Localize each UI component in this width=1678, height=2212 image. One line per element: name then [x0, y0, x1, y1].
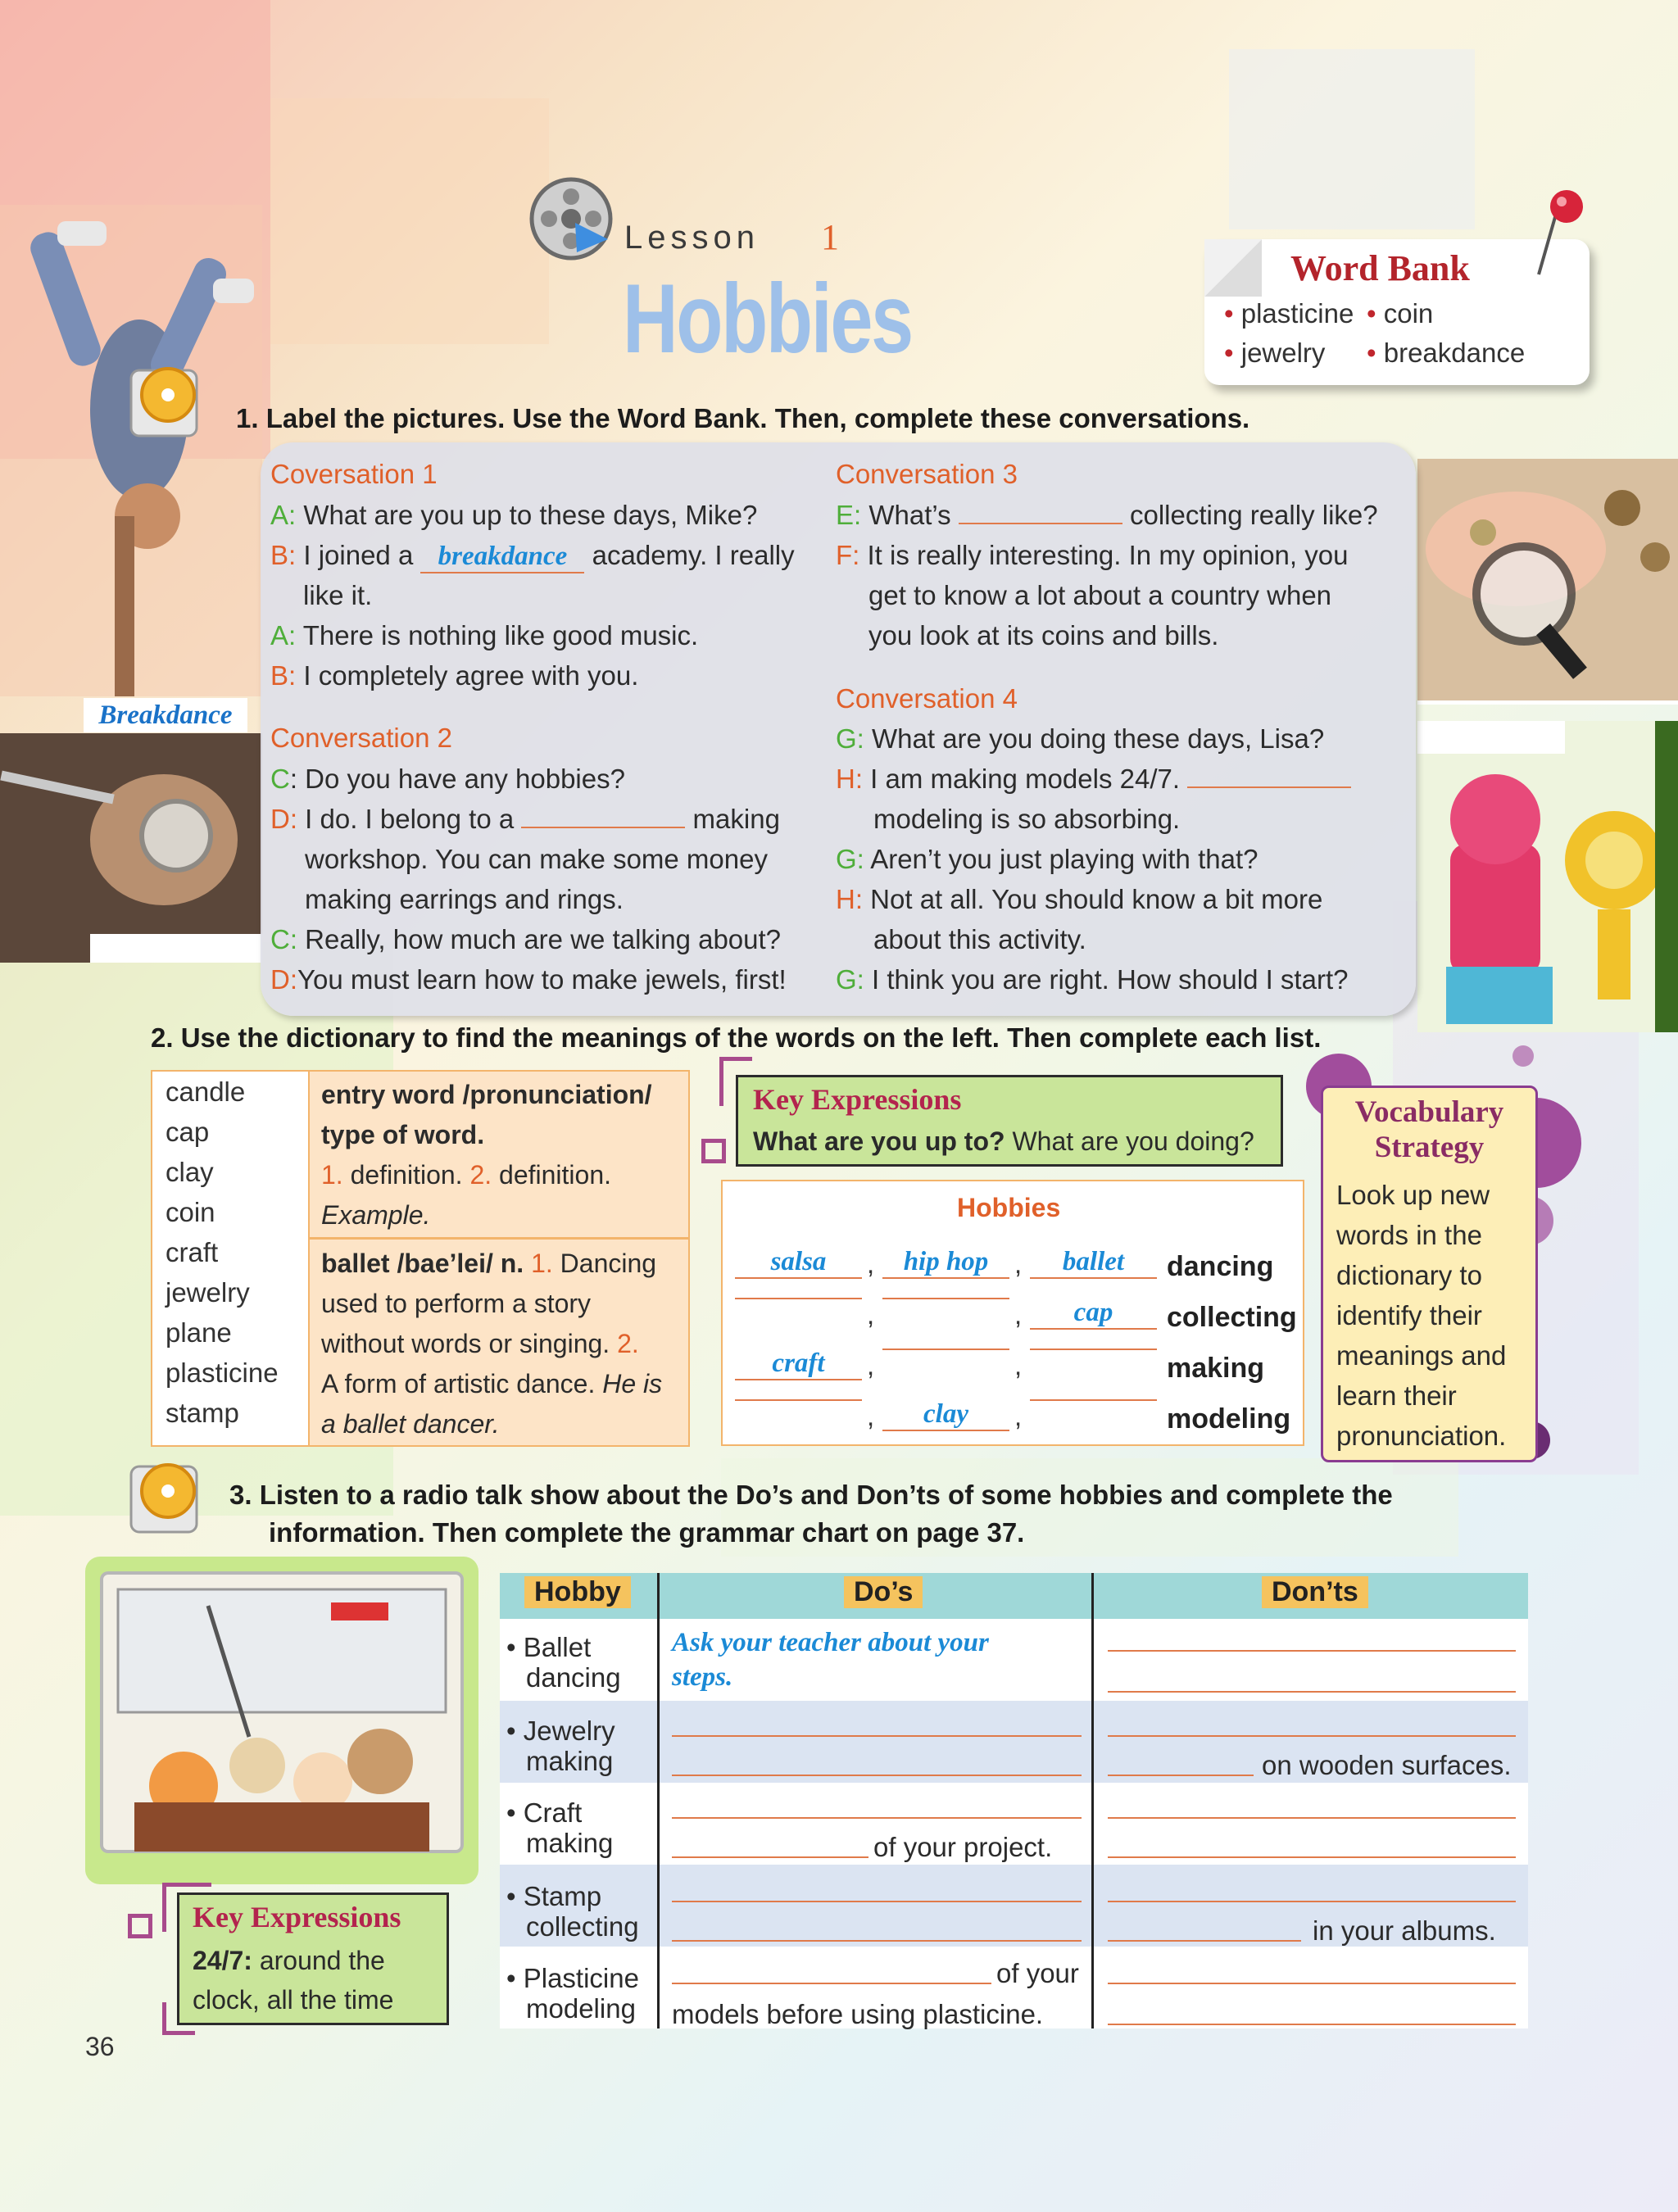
comma: ,	[1014, 1249, 1023, 1279]
speaker-label: H:	[836, 884, 863, 914]
comma: ,	[867, 1299, 875, 1330]
donts-blank[interactable]	[1108, 1735, 1516, 1737]
speaker-label: C:	[270, 924, 297, 954]
entry-headword: ballet /bae’lei/ n.	[321, 1249, 524, 1278]
comma: ,	[1014, 1401, 1023, 1431]
speaker-label: G:	[836, 964, 864, 995]
donts-blank[interactable]	[1108, 1817, 1516, 1819]
dos-text: of your	[996, 1958, 1079, 1988]
speaker-label: D:	[270, 964, 297, 995]
hobby-cell: collecting	[526, 1911, 639, 1942]
audio-cd-icon	[123, 354, 213, 444]
page-number: 36	[85, 2032, 115, 2061]
key-expression-line: clock, all the time	[193, 1985, 394, 2015]
sense-text: Dancing	[560, 1249, 657, 1278]
dos-text: of your project.	[873, 1832, 1053, 1862]
word-list-item: candle	[166, 1077, 246, 1107]
conversation-line: like it.	[303, 580, 373, 610]
conversation-line	[836, 723, 1324, 755]
conversation-line	[270, 620, 698, 651]
line-text: You must learn how to make jewels, first!	[297, 964, 787, 995]
entry-example-line	[321, 1244, 656, 1284]
audio-cd-icon	[123, 1450, 213, 1540]
column-header-dos: Do’s	[844, 1576, 923, 1608]
comma: ,	[867, 1249, 875, 1279]
line-text: making	[692, 804, 780, 834]
line-text: I do. I belong to a	[305, 804, 515, 834]
word-list-item: coin	[166, 1197, 215, 1227]
conversation-2-title: Conversation 2	[270, 723, 452, 753]
word-bank-item: • coin	[1367, 298, 1433, 329]
hobby-blank[interactable]	[1030, 1399, 1157, 1401]
word-bank-item: • jewelry	[1224, 338, 1325, 369]
sense-number: 1.	[321, 1160, 343, 1190]
donts-blank[interactable]	[1108, 1775, 1254, 1776]
column-header-donts: Don’ts	[1262, 1576, 1368, 1608]
hobby-cell: • Jewelry	[506, 1716, 615, 1746]
breakdance-photo	[0, 205, 262, 696]
hobby-cell: making	[526, 1828, 614, 1858]
dictionary-word-list	[151, 1070, 308, 1447]
sense-number: 1.	[531, 1249, 553, 1278]
hobby-cell: • Plasticine	[506, 1963, 639, 1993]
donts-blank[interactable]	[1108, 1691, 1516, 1693]
line-text: I am making models 24/7.	[870, 764, 1181, 794]
conversation-line	[836, 540, 1348, 571]
hobbies-title: Hobbies	[957, 1193, 1061, 1222]
donts-blank[interactable]	[1108, 1940, 1301, 1942]
key-expression-meaning: around the	[259, 1946, 385, 1975]
hobby-blank[interactable]: salsa	[735, 1247, 862, 1279]
line-text: What’s	[868, 500, 951, 530]
page-curl	[1204, 239, 1262, 297]
line-text: I completely agree with you.	[303, 660, 639, 691]
column-divider	[657, 1573, 660, 2028]
hobby-blank[interactable]: cap	[1030, 1298, 1157, 1330]
donts-blank[interactable]	[1108, 1650, 1516, 1652]
line-text: It is really interesting. In my opinion, you	[867, 540, 1349, 570]
hobby-cell: • Craft	[506, 1797, 583, 1828]
speaker-label: G:	[836, 844, 864, 874]
hobby-blank[interactable]: ballet	[1030, 1247, 1157, 1279]
key-expressions-title: Key Expressions	[193, 1901, 401, 1933]
dos-blank[interactable]	[672, 1817, 1082, 1819]
conversation-line: get to know a lot about a country when	[868, 580, 1332, 610]
donts-text: in your albums.	[1313, 1915, 1496, 1946]
speaker-label: B:	[270, 540, 297, 570]
donts-blank[interactable]	[1108, 2024, 1516, 2025]
donts-blank[interactable]	[1108, 1901, 1516, 1902]
table-row	[500, 1619, 1528, 1701]
entry-example-line: a ballet dancer.	[321, 1409, 500, 1439]
key-expressions-box	[736, 1075, 1283, 1167]
table-header-row	[500, 1573, 1528, 1619]
sense-text: definition.	[350, 1160, 463, 1190]
hobby-cell: modeling	[526, 1993, 636, 2024]
entry-example-line	[321, 1324, 639, 1364]
line-text: Not at all. You should know a bit more	[870, 884, 1323, 914]
line-text: What are you up to these days, Mike?	[303, 500, 758, 530]
hobby-blank[interactable]	[735, 1399, 862, 1401]
column-divider	[1091, 1573, 1094, 2028]
coin-collection-photo	[1417, 459, 1678, 705]
hobby-blank[interactable]	[1030, 1349, 1157, 1350]
strategy-line: Look up new	[1336, 1180, 1490, 1210]
conversation-line	[836, 964, 1348, 995]
vocabulary-strategy-box	[1321, 1086, 1538, 1462]
conversation-line: modeling is so absorbing.	[873, 804, 1181, 834]
exercise-3-instruction: information. Then complete the grammar chart on page 37.	[269, 1517, 1025, 1548]
sense-number: 2.	[617, 1329, 639, 1358]
word-bank-title: Word Bank	[1290, 248, 1470, 288]
conversation-line	[836, 884, 1322, 915]
speaker-label: E:	[836, 500, 862, 530]
donts-text: on wooden surfaces.	[1262, 1750, 1512, 1780]
column-header-hobby: Hobby	[524, 1576, 631, 1608]
strategy-line: meanings and	[1336, 1340, 1507, 1371]
comma: ,	[1014, 1299, 1023, 1330]
comma: ,	[1014, 1350, 1023, 1380]
lesson-number: 1	[821, 217, 839, 257]
line-text: What are you doing these days, Lisa?	[872, 723, 1325, 754]
conversation-4-title: Conversation 4	[836, 683, 1018, 714]
hobby-cell: • Stamp	[506, 1881, 602, 1911]
exercise-1-instruction: 1. Label the pictures. Use the Word Bank. Then, complete these conversations.	[236, 403, 1250, 433]
strategy-line: pronunciation.	[1336, 1421, 1507, 1451]
pushpin-icon	[1532, 188, 1606, 279]
word-list-item: craft	[166, 1237, 219, 1267]
strategy-line: learn their	[1336, 1380, 1457, 1411]
exercise-2-instruction: 2. Use the dictionary to find the meanings of the words on the left. Then complete each list.	[151, 1022, 1322, 1053]
plasticine-models-photo	[1417, 721, 1678, 1032]
dos-blank[interactable]	[672, 1983, 991, 1984]
hobby-cell: • Ballet	[506, 1632, 592, 1662]
hobby-blank[interactable]: clay	[882, 1399, 1009, 1431]
dos-answer[interactable]: Ask your teacher about your	[672, 1628, 989, 1657]
conversation-line: making earrings and rings.	[305, 884, 624, 914]
dos-blank[interactable]	[672, 1775, 1082, 1776]
conversation-line: you look at its coins and bills.	[868, 620, 1219, 650]
hobby-blank[interactable]	[735, 1298, 862, 1299]
key-expression-line	[193, 1946, 385, 1976]
sense-number: 2.	[469, 1160, 492, 1190]
lesson-label: Lesson	[624, 220, 760, 256]
answer-blank[interactable]	[521, 827, 685, 828]
sense-text: definition.	[499, 1160, 612, 1190]
word-list-item: cap	[166, 1117, 210, 1147]
vocabulary-strategy-title: Strategy	[1374, 1131, 1485, 1164]
hobby-word: dancing	[1167, 1251, 1274, 1282]
conversation-line	[270, 924, 781, 955]
strategy-line: identify their	[1336, 1300, 1482, 1330]
word-list-item: plane	[166, 1317, 232, 1348]
speaker-label: A:	[270, 500, 297, 530]
dos-blank[interactable]	[672, 1856, 868, 1858]
lesson-title: Hobbies	[623, 264, 912, 374]
photo-caption: Breakdance	[84, 698, 247, 732]
strategy-line: dictionary to	[1336, 1260, 1482, 1290]
bg-decor	[1229, 49, 1475, 229]
donts-blank[interactable]	[1108, 1856, 1516, 1858]
entry-format-line: entry word /pronunciation/	[321, 1080, 652, 1109]
key-expression-meaning: What are you doing?	[1012, 1126, 1254, 1156]
conversation-1-title: Coversation 1	[270, 459, 438, 489]
conversation-3-title: Conversation 3	[836, 459, 1018, 489]
speaker-label: C	[270, 764, 290, 794]
dictionary-entry-format	[308, 1070, 690, 1447]
decor-square	[701, 1139, 726, 1163]
exercise-3-instruction: 3. Listen to a radio talk show about the Do’s and Don’ts of some hobbies and complete the	[229, 1480, 1393, 1510]
speaker-label: D:	[270, 804, 297, 834]
entry-example-line: used to perform a story	[321, 1289, 592, 1318]
line-text: academy. I really	[592, 540, 795, 570]
key-expression-phrase: What are you up to?	[753, 1126, 1005, 1156]
dos-blank[interactable]	[672, 1940, 1082, 1942]
hobby-word: modeling	[1167, 1403, 1291, 1435]
word-bank-item: • plasticine	[1224, 298, 1354, 329]
conversation-line	[270, 540, 795, 573]
word-list-item: plasticine	[166, 1358, 279, 1388]
conversation-line: workshop. You can make some money	[305, 844, 768, 874]
jewelry-photo	[0, 733, 262, 963]
conversation-line	[270, 804, 780, 835]
decor-square	[128, 1914, 152, 1938]
word-list-item: clay	[166, 1157, 214, 1187]
word-list-item: stamp	[166, 1398, 239, 1428]
line-text: Really, how much are we talking about?	[305, 924, 782, 954]
speaker-label: A:	[270, 620, 297, 650]
key-expressions-title: Key Expressions	[753, 1083, 962, 1116]
conversation-line	[270, 660, 638, 691]
line-text: Aren’t you just playing with that?	[870, 844, 1258, 874]
word-list-item: jewelry	[166, 1277, 250, 1308]
sense-text: without words or singing.	[321, 1329, 610, 1358]
entry-format-example: Example.	[321, 1200, 431, 1230]
film-reel-icon	[526, 174, 616, 264]
line-text: I think you are right. How should I start?	[872, 964, 1349, 995]
hobby-word: making	[1167, 1353, 1265, 1384]
hobby-word: collecting	[1167, 1302, 1297, 1333]
conversation-line	[270, 764, 625, 795]
sense-text: A form of artistic dance.	[321, 1369, 596, 1398]
example-text: He is	[602, 1369, 663, 1398]
comma: ,	[867, 1350, 875, 1380]
conversation-line	[836, 500, 1378, 531]
dos-answer[interactable]: steps.	[672, 1662, 733, 1692]
dos-text: models before using plasticine.	[672, 1999, 1044, 2029]
divider	[308, 1237, 690, 1240]
line-text: collecting really like?	[1129, 500, 1378, 530]
conversation-line	[836, 844, 1258, 875]
entry-example-line	[321, 1364, 662, 1404]
dos-blank[interactable]	[672, 1901, 1082, 1902]
conversation-line	[270, 500, 757, 531]
comma: ,	[867, 1401, 875, 1431]
key-expression-phrase: 24/7:	[193, 1946, 252, 1975]
vocabulary-strategy-title: Vocabulary	[1354, 1095, 1504, 1129]
hobby-blank[interactable]	[882, 1298, 1009, 1299]
hobby-blank[interactable]: hip hop	[882, 1247, 1009, 1279]
entry-format-line	[321, 1155, 611, 1195]
word-bank-item: • breakdance	[1367, 338, 1525, 369]
answer-blank[interactable]	[959, 523, 1122, 524]
conversation-line: about this activity.	[873, 924, 1086, 954]
speaker-label: G:	[836, 723, 864, 754]
key-expression-line	[753, 1126, 1254, 1157]
speaker-label: B:	[270, 660, 297, 691]
hobby-blank[interactable]	[882, 1349, 1009, 1350]
answer-blank[interactable]	[1187, 786, 1351, 788]
radio-show-illustration	[85, 1557, 478, 1884]
line-text: I joined a	[303, 540, 414, 570]
speaker-label: F:	[836, 540, 860, 570]
hobby-cell: making	[526, 1746, 614, 1776]
key-expressions-box	[177, 1892, 449, 2025]
hobby-cell: dancing	[526, 1662, 621, 1693]
strategy-line: words in the	[1336, 1220, 1482, 1250]
answer-blank[interactable]: breakdance	[420, 542, 584, 573]
entry-format-line: type of word.	[321, 1120, 485, 1149]
conversation-line	[836, 764, 1351, 795]
conversation-line	[270, 964, 787, 995]
dos-blank[interactable]	[672, 1735, 1082, 1737]
line-text: : Do you have any hobbies?	[289, 764, 625, 794]
line-text: There is nothing like good music.	[302, 620, 699, 650]
donts-blank[interactable]	[1108, 1983, 1516, 1984]
decor-circle	[1512, 1045, 1534, 1067]
speaker-label: H:	[836, 764, 863, 794]
bg-decor	[270, 98, 549, 344]
hobby-blank[interactable]: craft	[735, 1349, 862, 1380]
